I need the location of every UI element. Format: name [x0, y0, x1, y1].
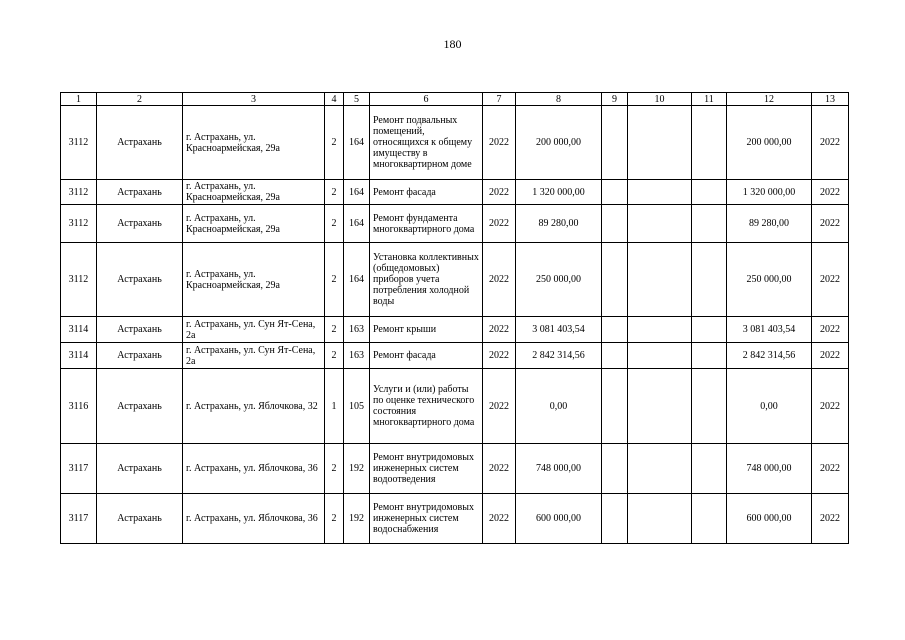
- end-year-cell: 2022: [812, 243, 849, 317]
- column-header: 5: [344, 93, 370, 106]
- col4-cell: 2: [325, 317, 344, 343]
- column-header: 11: [692, 93, 727, 106]
- municipality-cell: Астрахань: [97, 180, 183, 205]
- column-header: 9: [602, 93, 628, 106]
- column-header: 3: [183, 93, 325, 106]
- col11-cell: [692, 106, 727, 180]
- object-number-cell: 3114: [61, 317, 97, 343]
- table-row: [61, 444, 849, 494]
- col9-cell: [602, 180, 628, 205]
- work-type-cell: Установка коллективных (общедомовых) приборов учета потребления холодной воды: [370, 243, 483, 317]
- year-cell: 2022: [483, 106, 516, 180]
- cost-cell: 2 842 314,56: [516, 343, 602, 369]
- cost-cell: 3 081 403,54: [516, 317, 602, 343]
- column-header: 8: [516, 93, 602, 106]
- column-header: 1: [61, 93, 97, 106]
- col4-cell: 2: [325, 106, 344, 180]
- end-year-cell: 2022: [812, 180, 849, 205]
- year-cell: 2022: [483, 205, 516, 243]
- end-year-cell: 2022: [812, 106, 849, 180]
- work-type-cell: Услуги и (или) работы по оценке технического состояния многоквартирного дома: [370, 369, 483, 444]
- col10-cell: [628, 180, 692, 205]
- table-row: [61, 180, 849, 205]
- municipality-cell: Астрахань: [97, 494, 183, 544]
- table-header: [61, 93, 849, 106]
- table-body: [61, 106, 849, 544]
- work-type-cell: Ремонт фасада: [370, 343, 483, 369]
- cost-cell: 250 000,00: [516, 243, 602, 317]
- end-year-cell: 2022: [812, 369, 849, 444]
- col4-cell: 2: [325, 243, 344, 317]
- table-row: [61, 106, 849, 180]
- page-number: 180: [443, 37, 462, 51]
- col11-cell: [692, 444, 727, 494]
- col4-cell: 2: [325, 444, 344, 494]
- col4-cell: 2: [325, 494, 344, 544]
- col5-cell: 164: [344, 205, 370, 243]
- address-cell: г. Астрахань, ул. Яблочкова, 32: [183, 369, 325, 444]
- fund-cost-cell: 600 000,00: [727, 494, 812, 544]
- object-number-cell: 3117: [61, 494, 97, 544]
- col5-cell: 105: [344, 369, 370, 444]
- work-type-cell: Ремонт подвальных помещений, относящихся к общему имуществу в многоквартирном доме: [370, 106, 483, 180]
- municipality-cell: Астрахань: [97, 205, 183, 243]
- col10-cell: [628, 343, 692, 369]
- cost-cell: 600 000,00: [516, 494, 602, 544]
- year-cell: 2022: [483, 444, 516, 494]
- end-year-cell: 2022: [812, 205, 849, 243]
- fund-cost-cell: 748 000,00: [727, 444, 812, 494]
- work-type-cell: Ремонт фасада: [370, 180, 483, 205]
- col11-cell: [692, 317, 727, 343]
- col5-cell: 164: [344, 243, 370, 317]
- end-year-cell: 2022: [812, 343, 849, 369]
- col9-cell: [602, 369, 628, 444]
- column-header: 7: [483, 93, 516, 106]
- work-type-cell: Ремонт крыши: [370, 317, 483, 343]
- object-number-cell: 3112: [61, 243, 97, 317]
- fund-cost-cell: 0,00: [727, 369, 812, 444]
- year-cell: 2022: [483, 180, 516, 205]
- address-cell: г. Астрахань, ул. Яблочкова, 36: [183, 494, 325, 544]
- table-row: [61, 205, 849, 243]
- col10-cell: [628, 106, 692, 180]
- end-year-cell: 2022: [812, 444, 849, 494]
- address-cell: г. Астрахань, ул. Яблочкова, 36: [183, 444, 325, 494]
- municipality-cell: Астрахань: [97, 343, 183, 369]
- col5-cell: 163: [344, 317, 370, 343]
- table-row: [61, 369, 849, 444]
- col5-cell: 164: [344, 106, 370, 180]
- col10-cell: [628, 369, 692, 444]
- fund-cost-cell: 3 081 403,54: [727, 317, 812, 343]
- address-cell: г. Астрахань, ул. Сун Ят-Сена, 2а: [183, 343, 325, 369]
- column-header: 2: [97, 93, 183, 106]
- col9-cell: [602, 243, 628, 317]
- col4-cell: 1: [325, 369, 344, 444]
- object-number-cell: 3112: [61, 180, 97, 205]
- year-cell: 2022: [483, 317, 516, 343]
- table-row: [61, 494, 849, 544]
- object-number-cell: 3114: [61, 343, 97, 369]
- address-cell: г. Астрахань, ул. Красноармейская, 29а: [183, 180, 325, 205]
- col11-cell: [692, 205, 727, 243]
- work-type-cell: Ремонт фундамента многоквартирного дома: [370, 205, 483, 243]
- col10-cell: [628, 317, 692, 343]
- col9-cell: [602, 205, 628, 243]
- work-type-cell: Ремонт внутридомовых инженерных систем водоснабжения: [370, 494, 483, 544]
- column-header: 10: [628, 93, 692, 106]
- col9-cell: [602, 494, 628, 544]
- fund-cost-cell: 1 320 000,00: [727, 180, 812, 205]
- year-cell: 2022: [483, 494, 516, 544]
- column-header: 4: [325, 93, 344, 106]
- end-year-cell: 2022: [812, 494, 849, 544]
- address-cell: г. Астрахань, ул. Красноармейская, 29а: [183, 106, 325, 180]
- cost-cell: 748 000,00: [516, 444, 602, 494]
- cost-cell: 200 000,00: [516, 106, 602, 180]
- col9-cell: [602, 343, 628, 369]
- cost-cell: 0,00: [516, 369, 602, 444]
- col11-cell: [692, 494, 727, 544]
- municipality-cell: Астрахань: [97, 369, 183, 444]
- table-row: [61, 243, 849, 317]
- col5-cell: 164: [344, 180, 370, 205]
- col9-cell: [602, 106, 628, 180]
- col4-cell: 2: [325, 180, 344, 205]
- municipality-cell: Астрахань: [97, 106, 183, 180]
- address-cell: г. Астрахань, ул. Красноармейская, 29а: [183, 205, 325, 243]
- col9-cell: [602, 317, 628, 343]
- object-number-cell: 3116: [61, 369, 97, 444]
- col11-cell: [692, 369, 727, 444]
- col10-cell: [628, 243, 692, 317]
- column-header: 6: [370, 93, 483, 106]
- work-type-cell: Ремонт внутридомовых инженерных систем водоотведения: [370, 444, 483, 494]
- table-row: [61, 343, 849, 369]
- col4-cell: 2: [325, 205, 344, 243]
- municipality-cell: Астрахань: [97, 317, 183, 343]
- municipality-cell: Астрахань: [97, 243, 183, 317]
- col4-cell: 2: [325, 343, 344, 369]
- object-number-cell: 3112: [61, 106, 97, 180]
- col11-cell: [692, 343, 727, 369]
- column-header: 13: [812, 93, 849, 106]
- header-row: [61, 93, 849, 106]
- col9-cell: [602, 444, 628, 494]
- year-cell: 2022: [483, 343, 516, 369]
- col10-cell: [628, 494, 692, 544]
- object-number-cell: 3112: [61, 205, 97, 243]
- cost-cell: 1 320 000,00: [516, 180, 602, 205]
- year-cell: 2022: [483, 369, 516, 444]
- repair-schedule-table: [60, 92, 849, 544]
- address-cell: г. Астрахань, ул. Сун Ят-Сена, 2а: [183, 317, 325, 343]
- col11-cell: [692, 243, 727, 317]
- fund-cost-cell: 250 000,00: [727, 243, 812, 317]
- municipality-cell: Астрахань: [97, 444, 183, 494]
- fund-cost-cell: 89 280,00: [727, 205, 812, 243]
- fund-cost-cell: 2 842 314,56: [727, 343, 812, 369]
- object-number-cell: 3117: [61, 444, 97, 494]
- table-row: [61, 317, 849, 343]
- address-cell: г. Астрахань, ул. Красноармейская, 29а: [183, 243, 325, 317]
- col11-cell: [692, 180, 727, 205]
- col10-cell: [628, 205, 692, 243]
- fund-cost-cell: 200 000,00: [727, 106, 812, 180]
- cost-cell: 89 280,00: [516, 205, 602, 243]
- column-header: 12: [727, 93, 812, 106]
- col5-cell: 163: [344, 343, 370, 369]
- col10-cell: [628, 444, 692, 494]
- col5-cell: 192: [344, 494, 370, 544]
- year-cell: 2022: [483, 243, 516, 317]
- end-year-cell: 2022: [812, 317, 849, 343]
- col5-cell: 192: [344, 444, 370, 494]
